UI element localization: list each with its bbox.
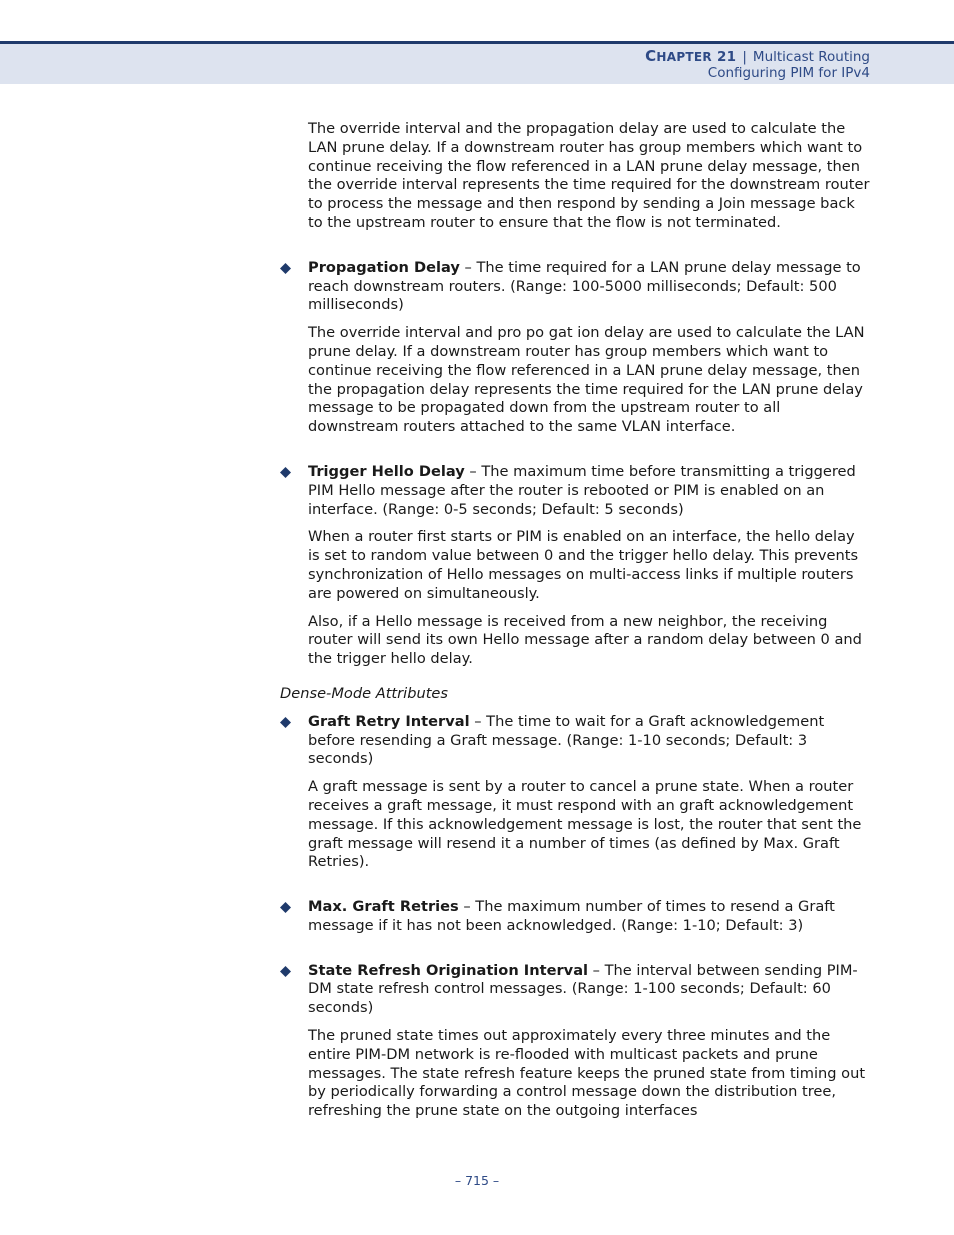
header-separator: | (742, 49, 747, 65)
item-title: Graft Retry Interval (308, 712, 470, 730)
page-number: – 715 – (454, 1173, 500, 1188)
item-heading (308, 898, 870, 936)
diamond-bullet-icon (280, 263, 291, 274)
item-heading (308, 463, 870, 519)
item-title: Propagation Delay (308, 258, 460, 276)
page-body (280, 120, 870, 1130)
item-heading (308, 962, 870, 1018)
chapter-label: CHAPTER 21 (645, 47, 737, 65)
chapter-title: Multicast Routing (752, 49, 870, 65)
diamond-bullet-icon (280, 966, 291, 977)
item-heading (308, 713, 870, 769)
item-title: Trigger Hello Delay (308, 462, 465, 480)
item-description: – The maximum time before transmitting a triggered PIM Hello message after the router is rebooted or PIM is enabled on an interface. (Range: 0-5 seconds; Default: 5 seconds) (308, 462, 856, 518)
item-description: – The time required for a LAN prune delay message to reach downstream routers. (Range: 100-5000 milliseconds; Default: 500 milliseconds) (308, 258, 861, 314)
chapter-heading (645, 47, 870, 65)
diamond-bullet-icon (280, 902, 291, 913)
section-title: Configuring PIM for IPv4 (707, 65, 870, 81)
item-paragraph: The pruned state times out approximately every three minutes and the entire PIM-DM network is re-flooded with multicast packets and prune messages. The state refresh feature keeps the pruned state from timing out by periodically forwarding a control message down the distribution tree, refreshing the prune state on the outgoing interfaces (308, 1027, 866, 1120)
item-paragraph: Also, if a Hello message is received from a new neighbor, the receiving router will send its own Hello message after a random delay between 0 and the trigger hello delay. (308, 612, 862, 668)
item-paragraph: The override interval and pro po gat ion delay are used to calculate the LAN prune delay. If a downstream router has group members which want to continue receiving the flow referenced in a LAN prune delay message, then the propagation delay represents the time required for the LAN prune delay message to be propagated down from the upstream router to all downstream routers attached to the same VLAN interface. (308, 324, 865, 436)
list-item-state-refresh-origination-interval (280, 962, 870, 1018)
list-item-trigger-hello-delay (280, 463, 870, 519)
list-item-graft-retry-interval (280, 713, 870, 769)
diamond-bullet-icon (280, 717, 291, 728)
item-description: – The interval between sending PIM-DM state refresh control messages. (Range: 1-100 seconds; Default: 60 seconds) (308, 961, 858, 1017)
item-description: – The time to wait for a Graft acknowledgement before resending a Graft message. (Range: 1-10 seconds; Default: 3 seconds) (308, 712, 825, 768)
intro-paragraph: The override interval and the propagation delay are used to calculate the LAN prune delay. If a downstream router has group members which want to continue receiving the flow referenced in a LAN prune delay message, then the override interval represents the time required for the downstream router to process the message and then respond by sending a Join message back to the upstream router to ensure that the flow is not terminated. (308, 120, 870, 231)
dense-mode-heading: Dense-Mode Attributes (280, 684, 449, 702)
item-title: State Refresh Origination Interval (308, 961, 589, 979)
page-header (0, 41, 954, 84)
item-title: Max. Graft Retries (308, 898, 459, 916)
item-heading (308, 259, 870, 315)
item-paragraph: A graft message is sent by a router to cancel a prune state. When a router receives a graft message, it must respond with an graft acknowledgement message. If this acknowledgement message is lost, the router that sent the graft message will resend it a number of times (as defined by Max. Graft Retries). (308, 778, 862, 871)
list-item-max-graft-retries (280, 898, 870, 936)
item-paragraph: When a router first starts or PIM is enabled on an interface, the hello delay is set to random value between 0 and the trigger hello delay. This prevents synchronization of Hello messages on multi-access links if multiple routers are powered on simultaneously. (308, 528, 859, 602)
list-item-propagation-delay (280, 259, 870, 315)
diamond-bullet-icon (280, 467, 291, 478)
item-description: – The maximum number of times to resend a Graft message if it has not been acknowledged. (Range: 1-10; Default: 3) (308, 898, 835, 934)
